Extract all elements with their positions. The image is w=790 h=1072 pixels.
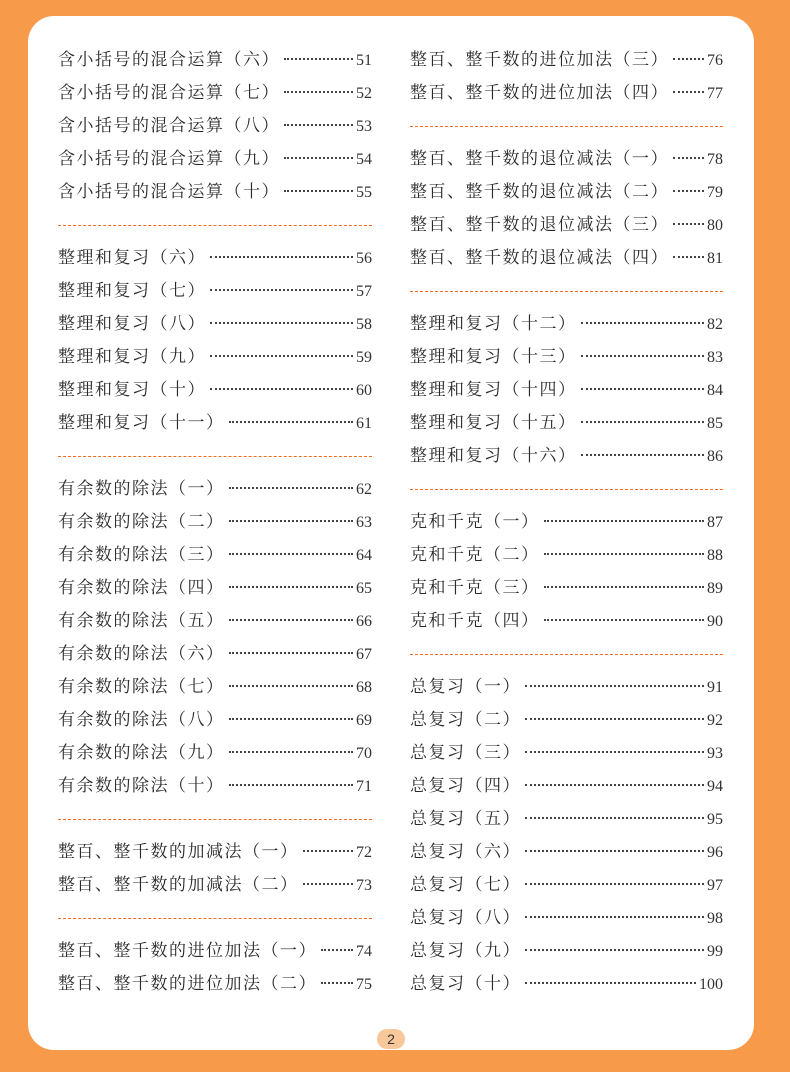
section-divider <box>58 209 372 242</box>
dot-leader <box>229 421 354 423</box>
toc-entry-title: 克和千克（三） <box>410 578 540 598</box>
toc-entry-page: 73 <box>356 877 372 894</box>
toc-entry[interactable] <box>58 110 372 143</box>
dot-leader <box>525 718 704 720</box>
toc-entry[interactable] <box>410 440 723 473</box>
toc-entry[interactable] <box>410 176 723 209</box>
toc-right-column <box>410 44 723 1001</box>
toc-entry[interactable] <box>410 374 723 407</box>
toc-entry[interactable] <box>58 242 372 275</box>
toc-entry-title: 整百、整千数的退位减法（一） <box>410 149 669 169</box>
toc-entry[interactable] <box>58 506 372 539</box>
toc-entry-title: 整百、整千数的退位减法（二） <box>410 182 669 202</box>
dot-leader <box>229 751 354 753</box>
toc-entry-title: 有余数的除法（三） <box>58 545 225 565</box>
toc-entry[interactable] <box>58 275 372 308</box>
toc-entry-page: 58 <box>356 316 372 333</box>
dot-leader <box>544 619 705 621</box>
dot-leader <box>210 388 353 390</box>
toc-entry-title: 总复习（一） <box>410 677 521 697</box>
toc-entry-title: 总复习（二） <box>410 710 521 730</box>
toc-entry[interactable] <box>410 44 723 77</box>
toc-entry-page: 87 <box>707 514 723 531</box>
toc-entry-title: 整理和复习（十六） <box>410 446 577 466</box>
toc-entry[interactable] <box>410 803 723 836</box>
toc-entry-title: 整理和复习（十三） <box>410 347 577 367</box>
toc-entry-page: 72 <box>356 844 372 861</box>
dot-leader <box>210 256 353 258</box>
toc-entry-title: 整理和复习（十五） <box>410 413 577 433</box>
toc-entry-title: 总复习（六） <box>410 842 521 862</box>
toc-entry[interactable] <box>410 605 723 638</box>
dot-leader <box>229 652 354 654</box>
dot-leader <box>229 553 354 555</box>
toc-entry[interactable] <box>410 407 723 440</box>
dot-leader <box>284 157 353 159</box>
toc-entry-page: 69 <box>356 712 372 729</box>
dot-leader <box>210 355 353 357</box>
toc-entry-title: 含小括号的混合运算（七） <box>58 83 280 103</box>
dot-leader <box>229 619 354 621</box>
toc-entry[interactable] <box>58 836 372 869</box>
toc-entry-page: 100 <box>699 976 723 993</box>
section-divider <box>410 110 723 143</box>
toc-entry-title: 总复习（五） <box>410 809 521 829</box>
dot-leader <box>284 58 353 60</box>
toc-entry-title: 有余数的除法（六） <box>58 644 225 664</box>
dot-leader <box>581 421 705 423</box>
dot-leader <box>544 553 705 555</box>
toc-entry-title: 整百、整千数的退位减法（三） <box>410 215 669 235</box>
toc-entry[interactable] <box>58 407 372 440</box>
toc-entry-page: 74 <box>356 943 372 960</box>
toc-entry[interactable] <box>58 968 372 1001</box>
toc-entry[interactable] <box>410 902 723 935</box>
toc-entry[interactable] <box>58 308 372 341</box>
toc-entry-page: 66 <box>356 613 372 630</box>
toc-entry[interactable] <box>58 704 372 737</box>
toc-entry-page: 91 <box>707 679 723 696</box>
toc-entry-title: 有余数的除法（五） <box>58 611 225 631</box>
dot-leader <box>229 520 354 522</box>
toc-entry[interactable] <box>58 77 372 110</box>
toc-entry-title: 整百、整千数的进位加法（三） <box>410 50 669 70</box>
dot-leader <box>284 124 353 126</box>
toc-entry-page: 62 <box>356 481 372 498</box>
toc-entry-page: 51 <box>356 52 372 69</box>
section-divider <box>58 803 372 836</box>
toc-entry-title: 含小括号的混合运算（十） <box>58 182 280 202</box>
toc-entry[interactable] <box>58 869 372 902</box>
toc-entry-page: 61 <box>356 415 372 432</box>
toc-entry[interactable] <box>58 473 372 506</box>
toc-entry-page: 89 <box>707 580 723 597</box>
dot-leader <box>673 256 704 258</box>
toc-entry-title: 总复习（八） <box>410 908 521 928</box>
toc-entry-title: 总复习（十） <box>410 974 521 994</box>
toc-entry-title: 整理和复习（十二） <box>410 314 577 334</box>
dot-leader <box>525 949 704 951</box>
toc-entry[interactable] <box>410 506 723 539</box>
dot-leader <box>525 784 704 786</box>
toc-entry[interactable] <box>58 374 372 407</box>
toc-entry-title: 整理和复习（六） <box>58 248 206 268</box>
dot-leader <box>229 784 354 786</box>
dot-leader <box>525 916 704 918</box>
toc-entry[interactable] <box>410 704 723 737</box>
toc-entry-title: 整百、整千数的进位加法（四） <box>410 83 669 103</box>
toc-entry-title: 有余数的除法（九） <box>58 743 225 763</box>
dot-leader <box>525 751 704 753</box>
toc-entry-page: 75 <box>356 976 372 993</box>
toc-entry[interactable] <box>58 935 372 968</box>
dot-leader <box>284 190 353 192</box>
toc-entry-title: 整百、整千数的退位减法（四） <box>410 248 669 268</box>
toc-entry-title: 含小括号的混合运算（九） <box>58 149 280 169</box>
toc-entry[interactable] <box>410 308 723 341</box>
dot-leader <box>581 388 705 390</box>
toc-entry[interactable] <box>58 638 372 671</box>
dot-leader <box>321 982 353 984</box>
toc-entry-page: 81 <box>707 250 723 267</box>
toc-entry[interactable] <box>410 968 723 1001</box>
toc-entry-title: 整理和复习（八） <box>58 314 206 334</box>
toc-entry-title: 整理和复习（九） <box>58 347 206 367</box>
dot-leader <box>544 586 705 588</box>
dot-leader <box>525 883 704 885</box>
toc-entry-title: 整百、整千数的进位加法（二） <box>58 974 317 994</box>
toc-entry[interactable] <box>58 770 372 803</box>
dot-leader <box>525 982 696 984</box>
dot-leader <box>673 91 704 93</box>
toc-entry[interactable] <box>58 737 372 770</box>
toc-entry-title: 总复习（四） <box>410 776 521 796</box>
toc-entry-page: 71 <box>356 778 372 795</box>
toc-entry[interactable] <box>58 44 372 77</box>
toc-entry-title: 有余数的除法（十） <box>58 776 225 796</box>
dot-leader <box>581 322 705 324</box>
dot-leader <box>303 850 354 852</box>
toc-entry[interactable] <box>58 176 372 209</box>
toc-entry-page: 83 <box>707 349 723 366</box>
toc-entry-page: 90 <box>707 613 723 630</box>
dot-leader <box>284 91 353 93</box>
toc-entry-page: 78 <box>707 151 723 168</box>
toc-entry-title: 含小括号的混合运算（六） <box>58 50 280 70</box>
toc-entry[interactable] <box>410 242 723 275</box>
dot-leader <box>303 883 354 885</box>
toc-entry-page: 88 <box>707 547 723 564</box>
dot-leader <box>673 190 704 192</box>
toc-entry[interactable] <box>58 143 372 176</box>
dot-leader <box>673 157 704 159</box>
toc-entry-title: 有余数的除法（四） <box>58 578 225 598</box>
toc-entry-title: 整百、整千数的进位加法（一） <box>58 941 317 961</box>
dot-leader <box>544 520 705 522</box>
dot-leader <box>229 487 354 489</box>
toc-entry-page: 65 <box>356 580 372 597</box>
toc-entry-page: 76 <box>707 52 723 69</box>
toc-entry-page: 93 <box>707 745 723 762</box>
toc-entry-title: 有余数的除法（一） <box>58 479 225 499</box>
toc-entry[interactable] <box>58 539 372 572</box>
toc-entry-title: 有余数的除法（八） <box>58 710 225 730</box>
toc-entry-page: 95 <box>707 811 723 828</box>
dot-leader <box>229 685 354 687</box>
toc-entry-page: 96 <box>707 844 723 861</box>
toc-entry-page: 63 <box>356 514 372 531</box>
dot-leader <box>229 586 354 588</box>
toc-entry-title: 克和千克（四） <box>410 611 540 631</box>
toc-entry-title: 整百、整千数的加减法（一） <box>58 842 299 862</box>
page-number-badge: 2 <box>377 1029 405 1049</box>
section-divider <box>58 440 372 473</box>
toc-entry-page: 60 <box>356 382 372 399</box>
dot-leader <box>673 223 704 225</box>
toc-entry-title: 有余数的除法（七） <box>58 677 225 697</box>
dot-leader <box>673 58 704 60</box>
toc-entry-page: 55 <box>356 184 372 201</box>
toc-entry-page: 80 <box>707 217 723 234</box>
toc-entry-page: 94 <box>707 778 723 795</box>
dot-leader <box>581 454 705 456</box>
toc-entry[interactable] <box>410 77 723 110</box>
toc-entry-page: 59 <box>356 349 372 366</box>
toc-entry-page: 84 <box>707 382 723 399</box>
dot-leader <box>229 718 354 720</box>
toc-entry[interactable] <box>410 836 723 869</box>
dot-leader <box>321 949 353 951</box>
dot-leader <box>210 289 353 291</box>
toc-entry[interactable] <box>410 572 723 605</box>
toc-entry-title: 总复习（三） <box>410 743 521 763</box>
section-divider <box>410 275 723 308</box>
toc-entry-page: 98 <box>707 910 723 927</box>
toc-entry[interactable] <box>58 605 372 638</box>
toc-entry[interactable] <box>410 209 723 242</box>
toc-entry-title: 有余数的除法（二） <box>58 512 225 532</box>
toc-entry-title: 整理和复习（十一） <box>58 413 225 433</box>
toc-entry-title: 整理和复习（十四） <box>410 380 577 400</box>
section-divider <box>410 473 723 506</box>
toc-entry[interactable] <box>410 935 723 968</box>
toc-entry-page: 64 <box>356 547 372 564</box>
section-divider <box>58 902 372 935</box>
toc-entry[interactable] <box>58 341 372 374</box>
toc-entry-page: 82 <box>707 316 723 333</box>
toc-entry-title: 整理和复习（十） <box>58 380 206 400</box>
toc-entry-page: 99 <box>707 943 723 960</box>
toc-entry-page: 70 <box>356 745 372 762</box>
toc-entry[interactable] <box>58 671 372 704</box>
toc-entry[interactable] <box>410 671 723 704</box>
toc-entry-page: 92 <box>707 712 723 729</box>
toc-left-column <box>58 44 372 1001</box>
toc-entry-title: 整百、整千数的加减法（二） <box>58 875 299 895</box>
toc-entry-page: 52 <box>356 85 372 102</box>
toc-entry-page: 67 <box>356 646 372 663</box>
toc-entry-page: 57 <box>356 283 372 300</box>
toc-entry-page: 97 <box>707 877 723 894</box>
toc-entry-page: 53 <box>356 118 372 135</box>
dot-leader <box>210 322 353 324</box>
toc-entry-page: 79 <box>707 184 723 201</box>
toc-entry[interactable] <box>410 539 723 572</box>
toc-entry-title: 整理和复习（七） <box>58 281 206 301</box>
toc-entry-title: 克和千克（一） <box>410 512 540 532</box>
section-divider <box>410 638 723 671</box>
toc-entry-title: 总复习（七） <box>410 875 521 895</box>
dot-leader <box>525 685 704 687</box>
dot-leader <box>581 355 705 357</box>
toc-entry-page: 68 <box>356 679 372 696</box>
toc-entry-title: 总复习（九） <box>410 941 521 961</box>
toc-entry[interactable] <box>58 572 372 605</box>
dot-leader <box>525 817 704 819</box>
toc-entry-title: 含小括号的混合运算（八） <box>58 116 280 136</box>
toc-entry[interactable] <box>410 143 723 176</box>
toc-entry[interactable] <box>410 869 723 902</box>
toc-entry-page: 54 <box>356 151 372 168</box>
toc-entry[interactable] <box>410 341 723 374</box>
toc-entry[interactable] <box>410 770 723 803</box>
toc-entry-page: 56 <box>356 250 372 267</box>
toc-entry-title: 克和千克（二） <box>410 545 540 565</box>
toc-entry-page: 86 <box>707 448 723 465</box>
toc-entry-page: 85 <box>707 415 723 432</box>
toc-entry[interactable] <box>410 737 723 770</box>
dot-leader <box>525 850 704 852</box>
toc-entry-page: 77 <box>707 85 723 102</box>
